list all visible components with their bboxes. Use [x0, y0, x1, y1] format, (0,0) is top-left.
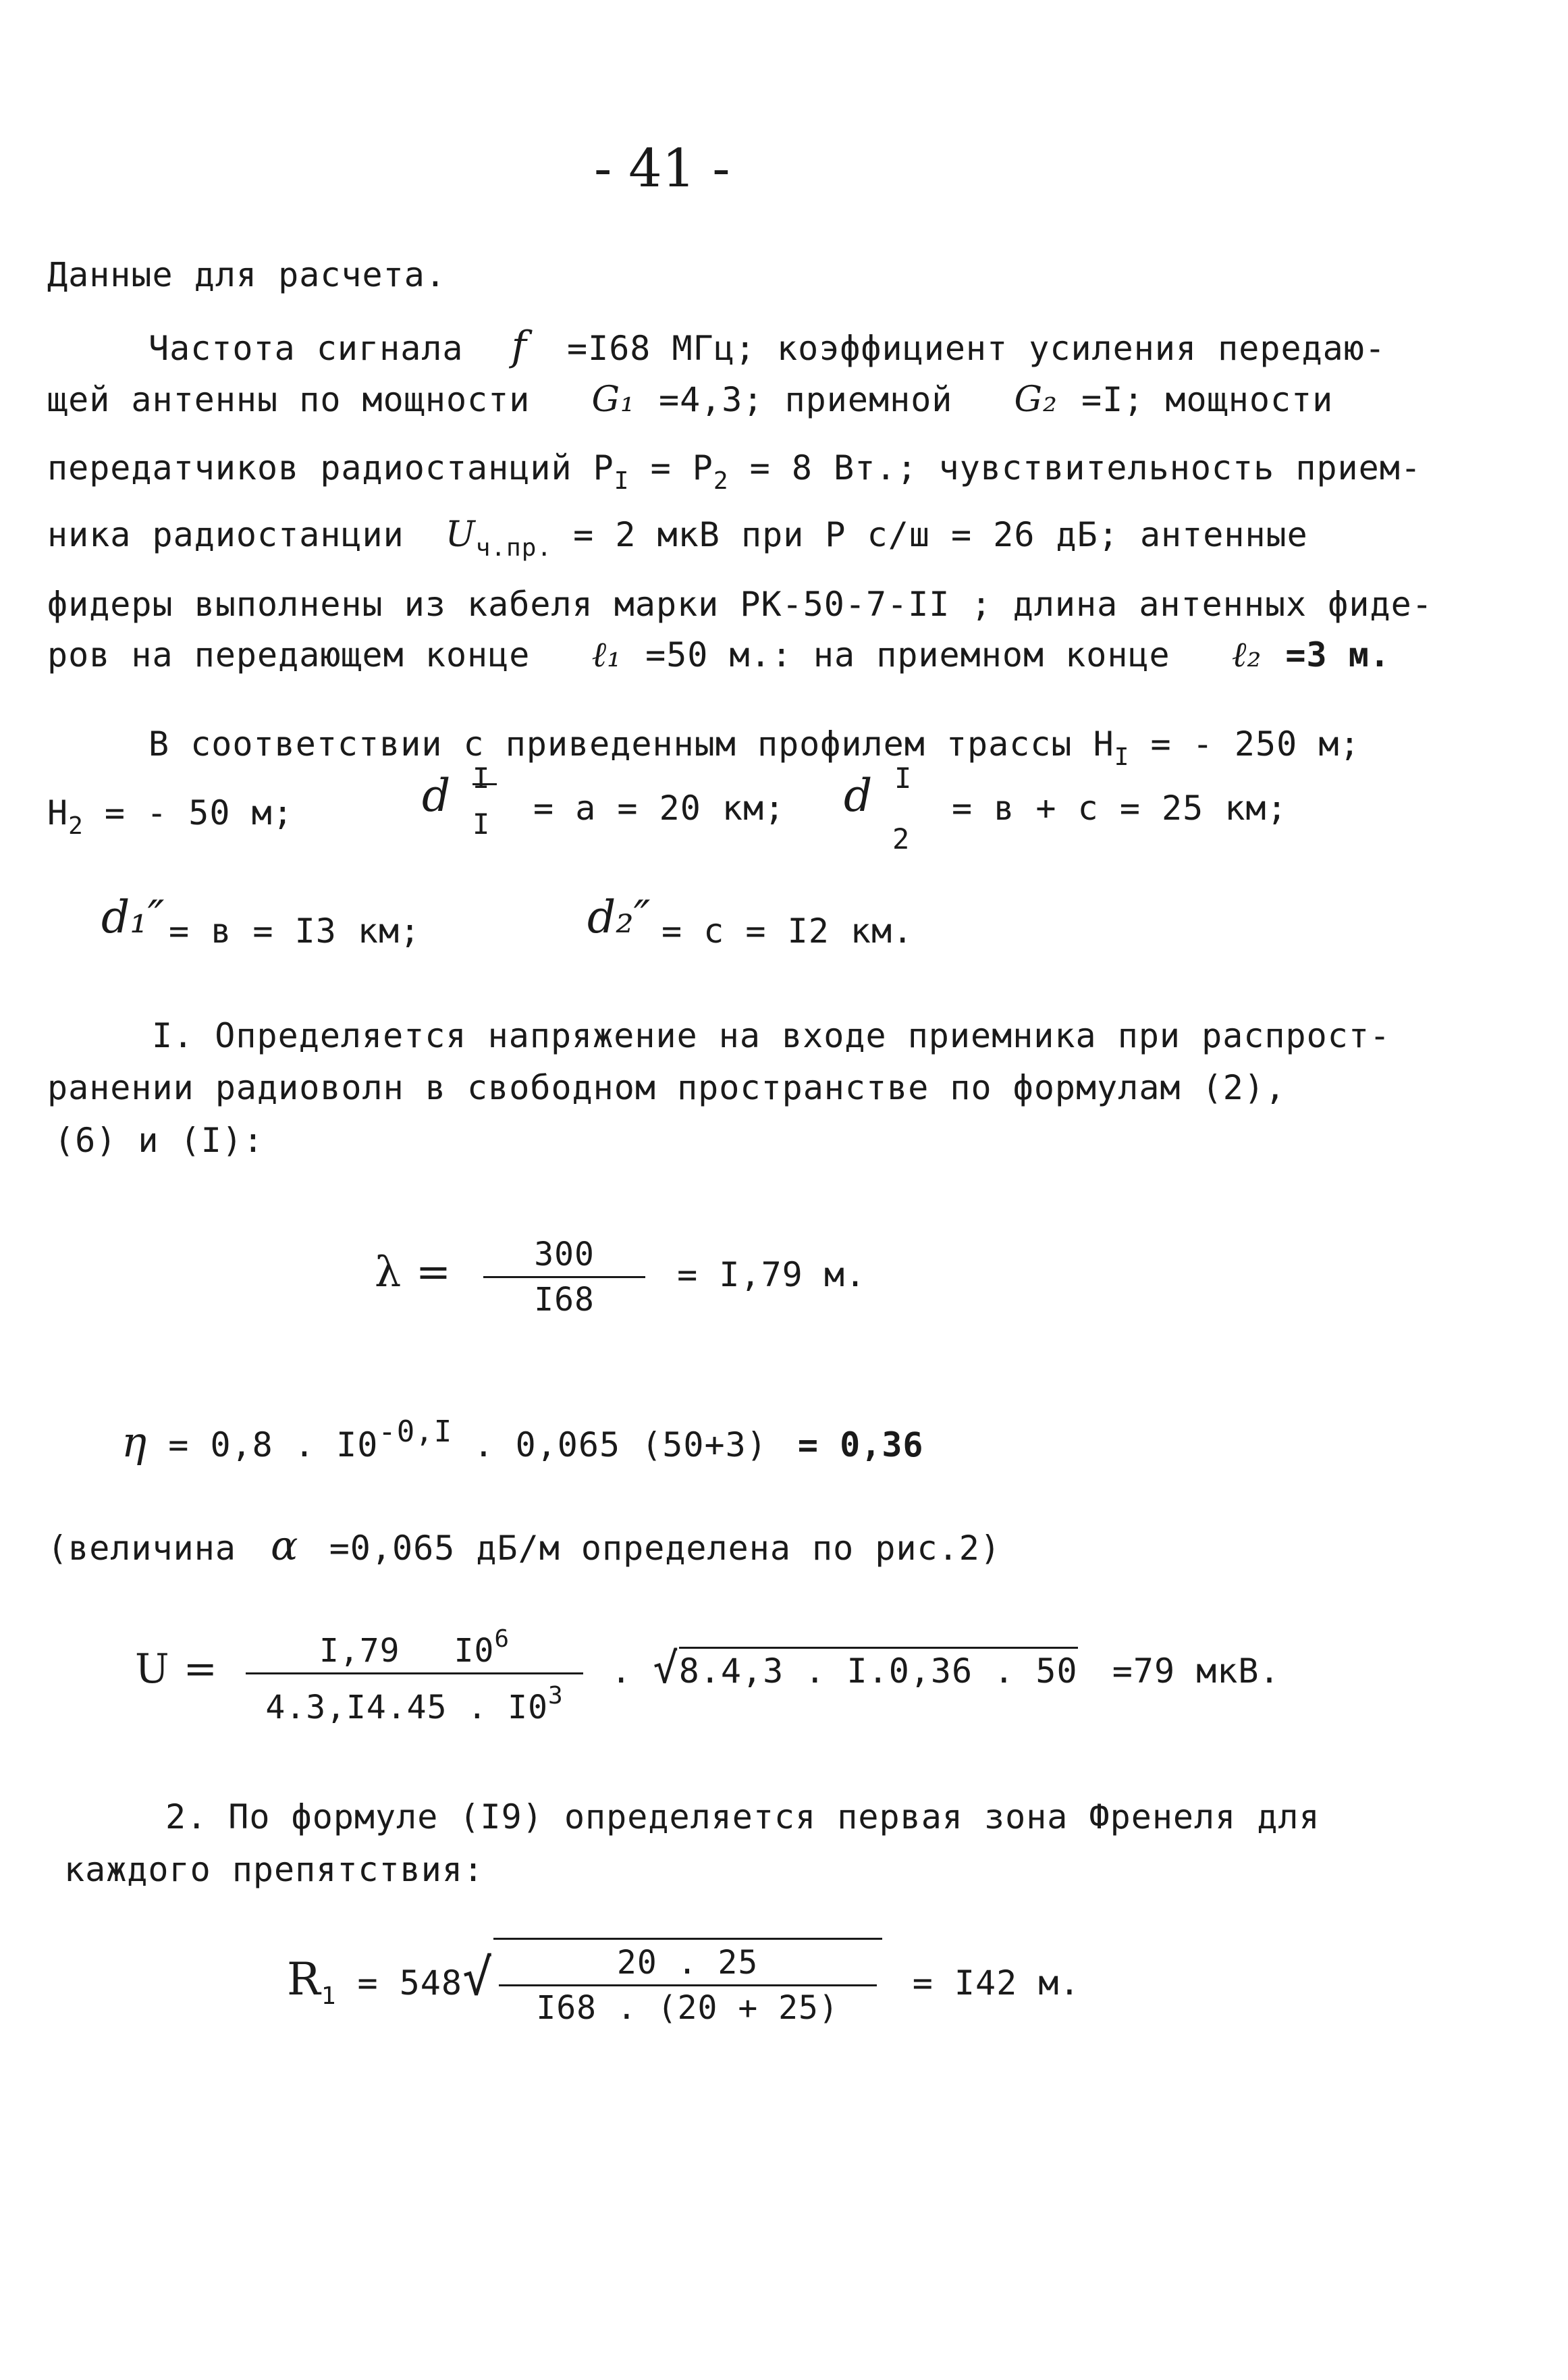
eq-eta: η = 0,8 . I0-0,I . 0,065 (50+3) = 0,36 — [121, 1414, 924, 1466]
d2-sup: I — [894, 762, 913, 795]
d1-double-prime-value: = в = I3 км; — [169, 911, 421, 951]
d1-sup: I — [472, 762, 491, 795]
d2-double-prime-value: = с = I2 км. — [661, 911, 914, 951]
note-alpha: (величина α =0,065 дБ/м определена по рис.2) — [47, 1523, 1001, 1570]
d2-value: = в + с = 25 км; — [952, 789, 1288, 828]
para1-line2: щей антенны по мощности G₁ =4,3; приемной G₂ =I; мощности — [47, 379, 1334, 420]
item2-line2: каждого препятствия: — [64, 1850, 485, 1889]
item1-line3: (6) и (I): — [54, 1121, 265, 1160]
para1-line6: ров на передающем конце ℓ₁ =50 м.: на приемном конце ℓ₂ =3 м. — [47, 635, 1390, 675]
eq-R: $R_1 = 548√$ $\frac{20 . 25}{I68 . (20 + 25)}$ = I42 м. — [287, 1938, 1081, 2027]
d2-sub: 2 — [892, 822, 911, 855]
page-number: - 41 - — [594, 138, 730, 199]
d1-value: = а = 20 км; — [533, 789, 786, 828]
para1-line5: фидеры выполнены из кабеля марки РК-50-7-II ; длина антенных фиде- — [47, 585, 1433, 624]
item1-line2: ранении радиоволн в свободном пространстве по формулам (2), — [47, 1068, 1287, 1107]
para2-line2: $Н_2$ = - 50 м; — [47, 793, 294, 840]
d1-symbol: d — [422, 770, 451, 822]
eq-lambda: λ = $\frac{300}{I68}$ = I,79 м. — [375, 1236, 867, 1319]
d2-double-prime: d₂″ — [587, 891, 651, 943]
para1-line3: передатчиков радиостанций $Р_I = Р_2 = 8$ Вт.; чувствительность прием- — [47, 448, 1422, 495]
heading: Данные для расчета. — [47, 255, 446, 294]
item1-line1: I. Определяется напряжение на входе приемника при распрост- — [152, 1016, 1391, 1055]
d1-sub: I — [472, 808, 491, 841]
d1-double-prime: d₁″ — [101, 891, 165, 943]
eq-U: U = $\frac{I,79 I0^6}{4.3,I4.45 . I0^3}$ . √8.4,3 . I.0,36 . 50 =79 мкВ. — [135, 1625, 1280, 1726]
item2-line1: 2. По формуле (I9) определяется первая зона Френеля для — [165, 1797, 1320, 1836]
para2-line1: В соответствии с приведенным профилем трассы $Н_I$ = - 250 м; — [148, 724, 1361, 771]
para1-line1: Частота сигнала f =I68 МГц; коэффициент усиления передаю- — [148, 323, 1386, 370]
para1-line4: ника радиостанции $U_{ч.пр.} = 2$ мкВ при Р с/ш = 26 дБ; антенные — [47, 514, 1308, 562]
d1-fraction-bar — [472, 783, 497, 785]
d2-symbol: d — [844, 770, 873, 822]
